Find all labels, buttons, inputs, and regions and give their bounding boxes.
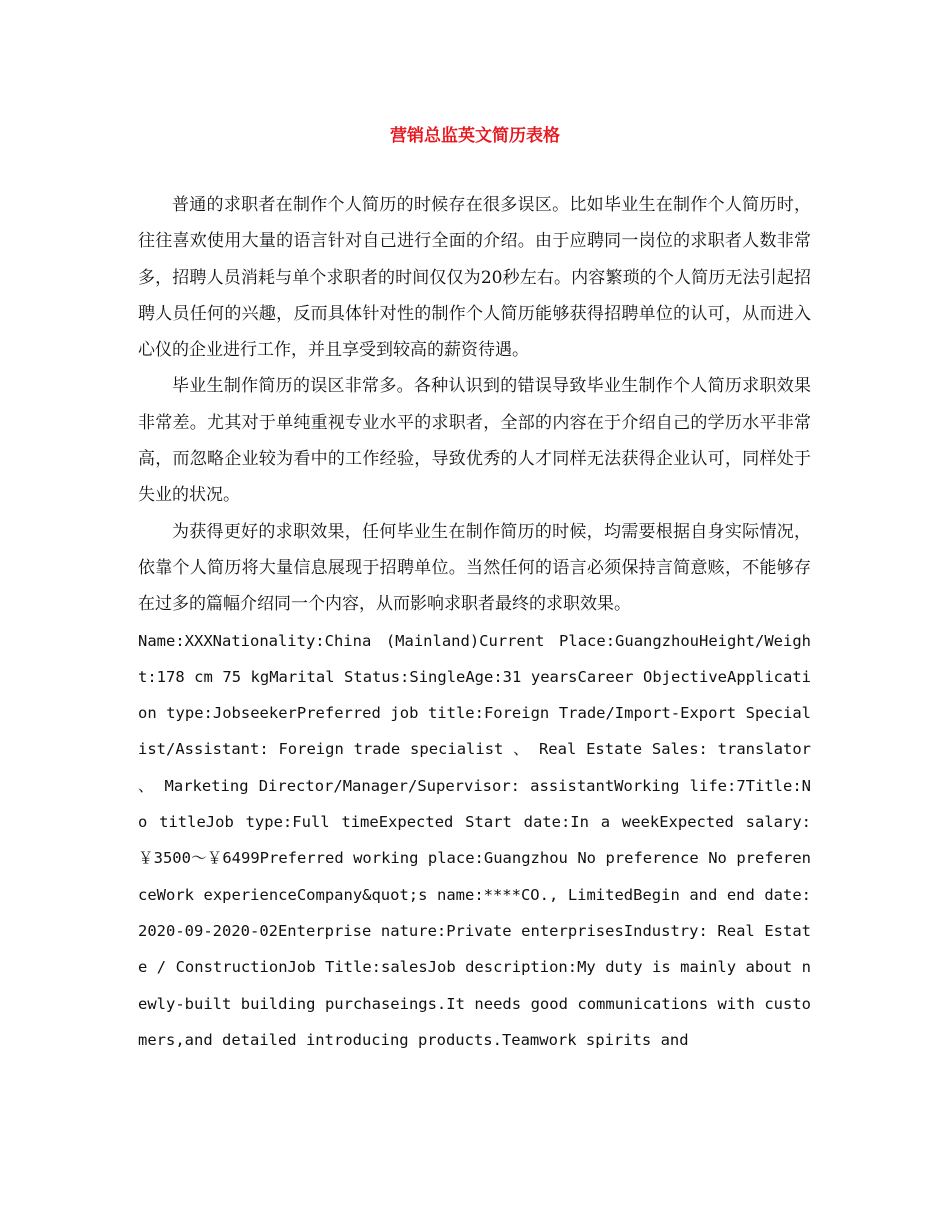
paragraph-1: 普通的求职者在制作个人简历的时候存在很多误区。比如毕业生在制作个人简历时，往往喜欢使用大量的语言针对自己进行全面的介绍。由于应聘同一岗位的求职者人数非常多，招聘人员消耗与单个求职者的时间仅仅为20秒左右。内容繁琐的个人简历无法引起招聘人员任何的兴趣，反而具体针对性的制作个人简历能够获得招聘单位的认可，从而进入心仪的企业进行工作，并且享受到较高的薪资待遇。 [138,195,811,361]
document-title: 营销总监英文简历表格 [390,126,560,146]
resume-details-text: Name:XXXNationality:China (Mainland)Current Place:GuangzhouHeight/Weight:178 cm 75 kgMarital Status:SingleAge:31 yearsCareer ObjectiveApplication type:JobseekerPreferred job title:Foreign Trade/Import-Export Specialist/Assistant: Foreign trade specialist 、 Real Estate Sales: translator 、 Marketing Director/Manager/Supervisor: assistantWorking life:7Title:No titleJob type:Full timeExpected Start date:In a weekExpected salary:￥3500～￥6499Preferred working place:Guangzhou No preference No preferenceWork experienceCompany&quot;s name:****CO., LimitedBegin and end date: 2020-09-2020-02Enterprise nature:Private enterprisesIndustry: Real Estate / ConstructionJob Title:salesJob description:My duty is mainly about newly-built building purchaseings.It needs good communications with customers,and detailed introducing products.Teamwork spirits and [138,631,811,1049]
paragraph-2: 毕业生制作简历的误区非常多。各种认识到的错误导致毕业生制作个人简历求职效果非常差。尤其对于单纯重视专业水平的求职者，全部的内容在于介绍自己的学历水平非常高，而忽略企业较为看中的工作经验，导致优秀的人才同样无法获得企业认可，同样处于失业的状况。 [138,376,811,506]
document-body [138,187,811,1058]
paragraph-3: 为获得更好的求职效果，任何毕业生在制作简历的时候，均需要根据自身实际情况，依靠个人简历将大量信息展现于招聘单位。当然任何的语言必须保持言简意赅，不能够存在过多的篇幅介绍同一个内容，从而影响求职者最终的求职效果。 [138,521,811,615]
